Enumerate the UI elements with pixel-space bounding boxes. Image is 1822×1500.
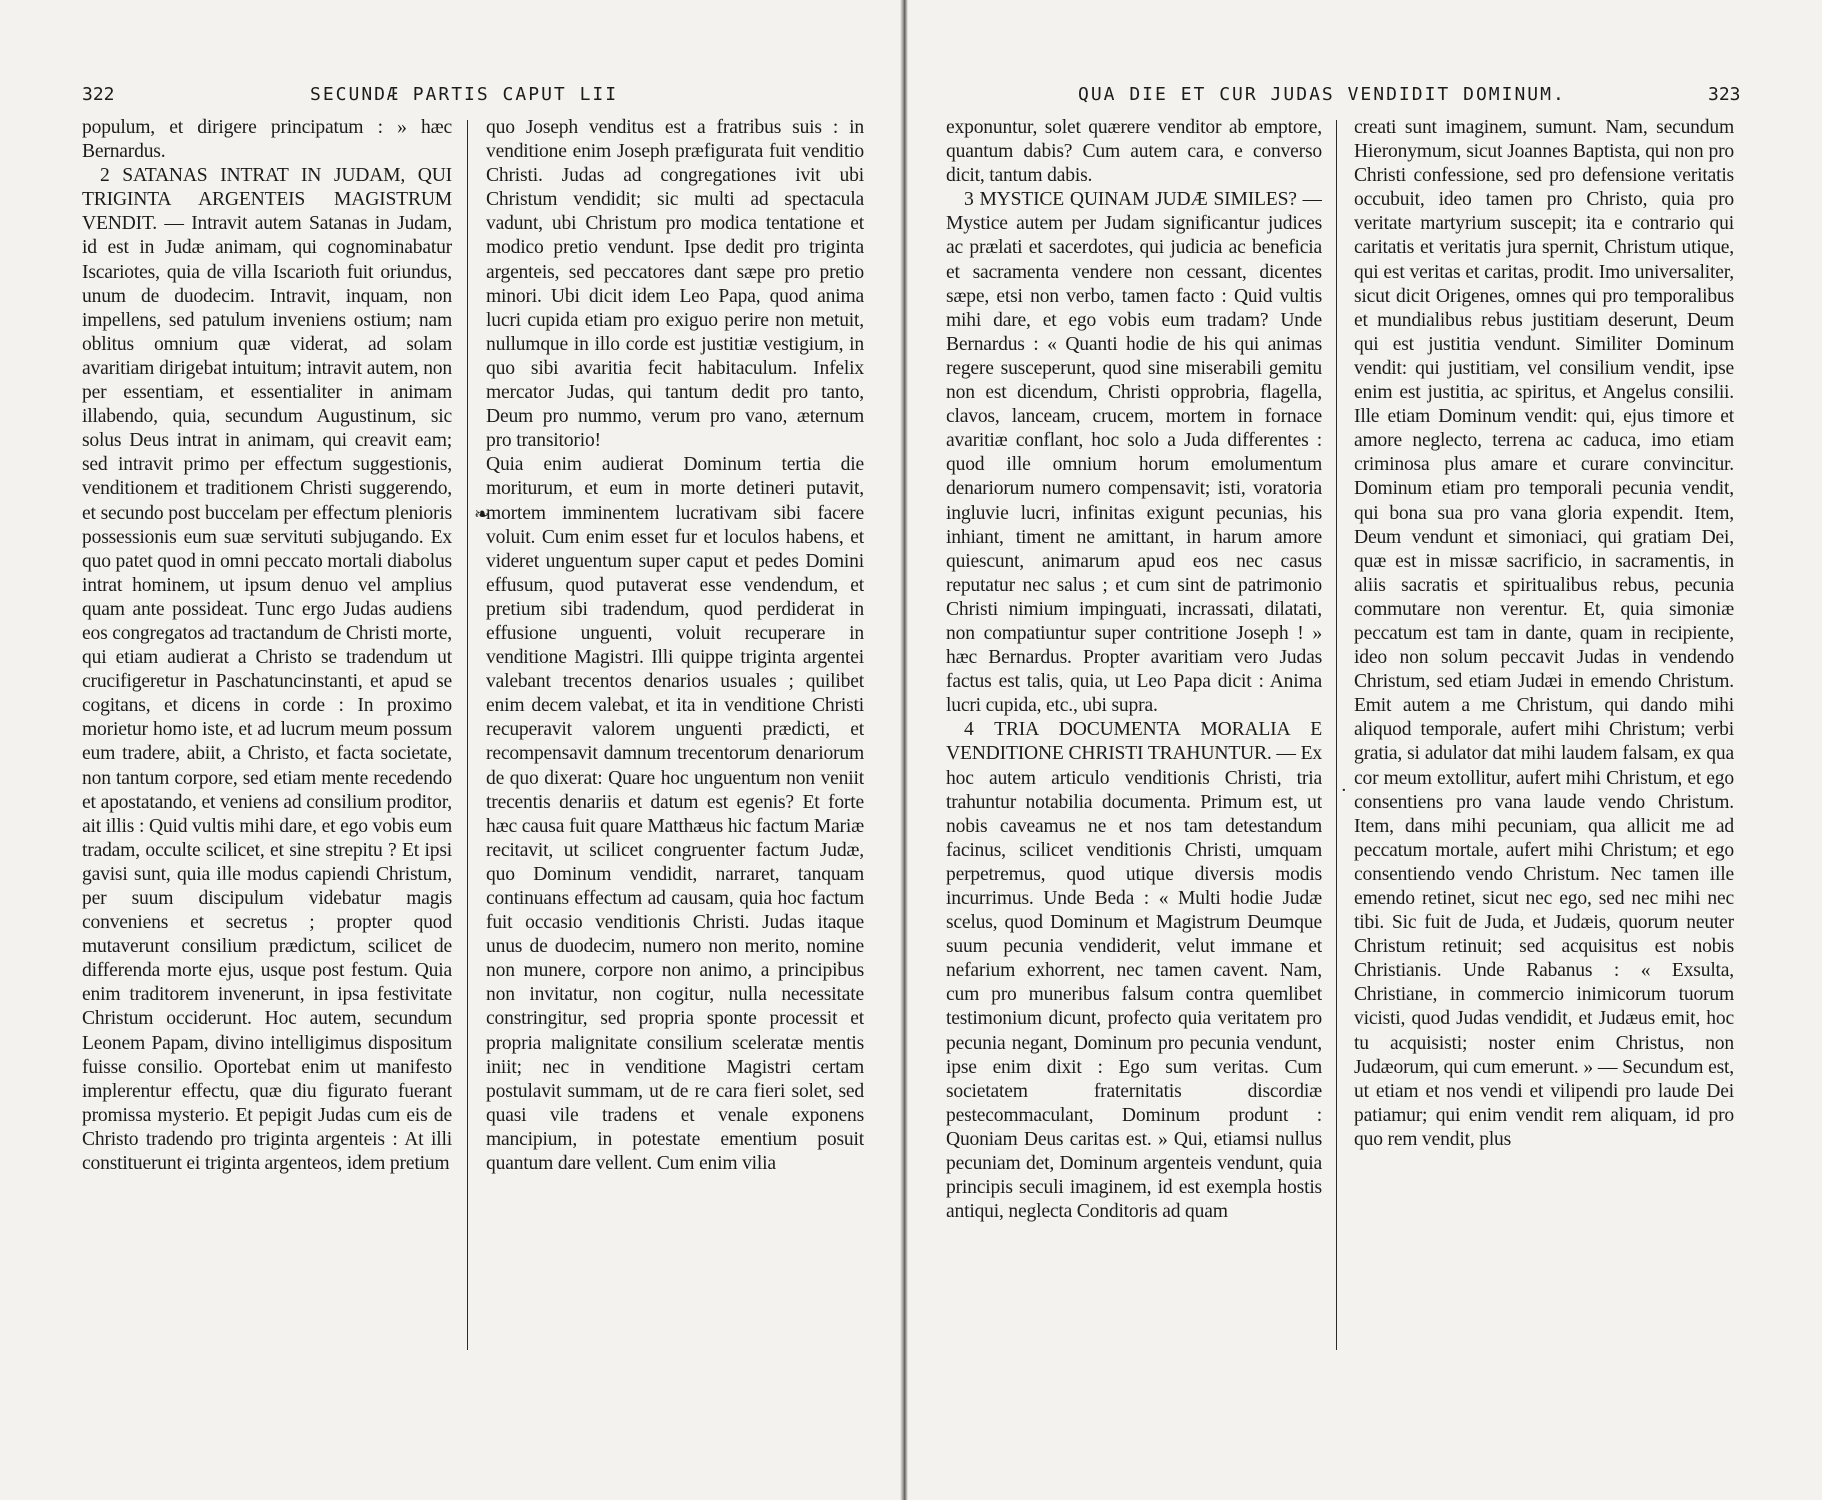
text-column-1: [82, 116, 452, 1376]
margin-dot-icon: ·: [1341, 780, 1347, 801]
paragraph: 3 MYSTICE QUINAM JUDÆ SIMILES? — Mystice autem per Judam significantur judices ac prælati et sacerdotes, qui judicia ac beneficia et sacramenta vendere non cessant, dicentes sæpe, etsi non verbo, tamen facto : Quid vultis mihi dare, et ego vobis eum tradam? Unde Bernardus : « Quanti hodie de his qui animas regere susceperunt, quod sine miserabili gemitu non est dicendum, Christi opprobria, flagella, clavos, lanceam, crucem, mortem in fornace avaritiæ conflant, hoc solo a Juda differentes : quod ille omnium horum emolumentum denariorum numero compensavit; isti, voratoria ingluvie lucri, infinitas exigunt pecunias, his inhiant, timent ne amittant, in harum amore quiescunt, animarum apud eos nec casus reputatur nec salus ; et cum sint de patrimonio Christi nimium impinguati, incrassati, dilatati, non compatiuntur super contritione Joseph ! » hæc Bernardus. Propter avaritiam vero Judas factus est talis, quia, ut Leo Papa dicit : Anima lucri cupida, etc., ubi supra.: [946, 189, 1322, 717]
margin-mark-icon: ❧: [474, 504, 490, 525]
text-column-3: [946, 116, 1322, 1376]
paragraph: exponuntur, solet quærere venditor ab emptore, quantum dabis? Cum autem cara, e converso dicit, tantum dabis.: [946, 117, 1322, 187]
paragraph: quo Joseph venditus est a fratribus suis : in venditione enim Joseph præfigurata fuit venditio Christi. Judas ad congregationes ivit ubi Christum vendidit; sic multi ad spectacula vadunt, ubi Christum pro modica tentatione et modico pretio vendunt. Ipse dedit pro triginta argenteis, sed peccatores dant sæpe pro pretio minori. Ubi dicit idem Leo Papa, quod anima lucri cupida etiam pro exiguo perire non metuit, nullumque in illo corde est justitiæ vestigium, in quo sibi avaritia fecit habitaculum. Infelix mercator Judas, qui tantum dedit pro tanto, Deum pro nummo, verum pro vano, æternum pro transitorio!: [486, 117, 864, 452]
running-head: QUA DIE ET CUR JUDAS VENDIDIT DOMINUM.: [1078, 84, 1566, 105]
column-rule: [1336, 120, 1337, 1350]
paragraph: Quia enim audierat Dominum tertia die moriturum, et eum in morte detineri putavit, mortem imminentem lucrativam sibi facere voluit. Cum enim esset fur et loculos habens, et videret unguentum super caput et pedes Domini effusum, quod putaverat esse vendendum, et pretium sibi tradendum, quod perdiderat in effusione unguenti, voluit recuperare in venditione Magistri. Illi quippe triginta argentei valebant trecentos denarios usuales ; quilibet enim decem valebat, et ita in venditione Christi recuperavit valorem unguenti prædicti, et recompensavit damnum trecentorum denariorum de quo dixerat: Quare hoc unguentum non veniit trecentis denariis et datum est egenis? Et forte hæc causa fuit quare Matthæus hic factum Mariæ recitavit, ut scilicet congruenter factum Judæ, quo Dominum vendidit, narraret, tanquam continuans effectum ad causam, quia hoc factum fuit occasio venditionis Christi. Judas itaque unus de duodecim, numero non merito, nomine non munere, corpore non animo, a principibus non invitatur, non cogitur, nulla necessitate constringitur, sed propria sponte processit et propria malignitate consilium sceleratæ mentis iniit; nec in venditione Magistri certam postulavit summam, ut de re cara fieri solet, sed quasi vile tradens et venale exponens mancipium, in potestate ementium posuit quantum dare vellent. Cum enim vilia: [486, 454, 864, 1175]
paragraph: 4 TRIA DOCUMENTA MORALIA E VENDITIONE CHRISTI TRAHUNTUR. — Ex hoc autem articulo venditionis Christi, tria trahuntur notabilia documenta. Primum est, ut nobis caveamus ne et nos tam detestandum facinus, scilicet venditionis Christi, umquam perpetremus, quod utique diversis modis incurrimus. Unde Beda : « Multi hodie Judæ scelus, quod Dominum et Magistrum Deumque suum pecunia vendiderit, velut immane et nefarium exhorrent, nec tamen cavent. Nam, cum pro muneribus falsum contra quemlibet testimonium dicunt, profecto quia veritatem pro pecunia negant, Dominum pro pecunia vendunt, ipse enim dixit : Ego sum veritas. Cum societatem fraternitatis discordiæ pestecommaculant, Dominum produnt : Quoniam Deus caritas est. » Qui, etiamsi nullus pecuniam det, Dominum argenteis vendunt, quia principis seculi imaginem, id est exempla hostis antiqui, neglecta Conditoris ad quam: [946, 719, 1322, 1223]
paragraph: populum, et dirigere principatum : » hæc Bernardus.: [82, 117, 452, 163]
paragraph: creati sunt imaginem, sumunt. Nam, secundum Hieronymum, sicut Joannes Baptista, qui non pro Christi confessione, sed pro defensione veritatis occubuit, ideo tamen pro Christo, quia pro veritate martyrium suscepit; ita e contrario qui caritatis et veritatis jura spernit, Christum utique, qui est veritas et caritas, prodit. Imo universaliter, sicut dicit Origenes, omnes qui pro temporalibus et mundialibus rebus justitiam deserunt, Deum qui est justitia vendunt. Similiter Dominum vendit: qui justitiam, vel consilium vendit, ipse enim est justitia, ac spiritus, et Angelus consilii. Ille etiam Dominum vendit: qui, ejus timore et amore neglecto, terrena ac caduca, imo etiam criminosa plus amare et curare convincitur. Dominum etiam pro temporali pecunia vendit, qui bona sua pro vana gloria expendit. Item, Deum vendunt et simoniaci, qui gratiam Dei, quæ est in missæ sacrificio, in sacramentis, in aliis sacratis et spiritualibus rebus, pecunia commutare non verentur. Et, quia simoniæ peccatum est tam in dante, quam in recipiente, ideo non solum peccavit Judas in vendendo Christum, sed etiam Judæi in emendo Christum. Emit autem a me Christum, qui dando mihi aliquod temporale, aufert mihi Christum; verbi gratia, si adulator dat mihi laudem falsam, ex qua cor meum extollitur, aufert mihi Christum, et ego consentiens pro vana laude vendo Christum. Item, dans mihi pecuniam, qua allicit me ad peccatum mortale, aufert mihi Christum; et ego consentiendo vendo Christum. Nec tamen ille emendo retinet, sicut nec ego, sed nec mihi nec tibi. Sic fuit de Juda, et Judæis, quorum neuter Christum retinuit; sed acquisitus est nobis Christianis. Unde Rabanus : « Exsulta, Christiane, in commercio inimicorum tuorum vicisti, quod Judas vendidit, et Judæus emit, hoc tu acquisisti; noster enim Christus, non Judæorum, qui cum emerunt. » — Secundum est, ut etiam et nos vendi et vilipendi pro laude Dei patiamur; qui enim vendit rem aliquam, id pro quo rem vendit, plus: [1354, 117, 1734, 1150]
book-gutter: [900, 0, 908, 1500]
page-number: 323: [1708, 84, 1741, 105]
text-column-4: [1354, 116, 1734, 1376]
right-page: [908, 0, 1822, 1500]
text-column-2: [486, 116, 864, 1376]
paragraph: 2 SATANAS INTRAT IN JUDAM, QUI TRIGINTA ARGENTEIS MAGISTRUM VENDIT. — Intravit autem Satanas in Judam, id est in Judæ animam, qui cognominabatur Iscariotes, quia de villa Iscarioth fuit oriundus, unum de duodecim. Intravit, inquam, non impellens, sed patulum inveniens ostium; nam oblitus omnium quæ viderat, ad solam avaritiam dirigebat intuitum; intravit autem, non per essentiam, et essentialiter in animam illabendo, quia, secundum Augustinum, sic solus Deus intrat in animam, qui creavit eam; sed intravit primo per effectum suggestionis, venditionem et traditionem Christi suggerendo, et secundo post buccelam per effectum plenioris possessionis eum suæ servituti subjugando. Ex quo patet quod in omni peccato mortali diabolus intrat hominem, ut ipsum denuo vel amplius quam ante possideat. Tunc ergo Judas audiens eos congregatos ad tractandum de Christi morte, qui etiam audierat a Christo se tradendum ut crucifigeretur in Paschatuncinstanti, et apud se cogitans, et dicens in corde : In proximo morietur homo iste, et ad lucrum meum possum eum tradere, abiit, a Christo, et facta societate, non tantum corpore, sed etiam mente recedendo et apostatando, et veniens ad consilium proditor, ait illis : Quid vultis mihi dare, et ego vobis eum tradam, occulte scilicet, et sine strepitu ? Et ipsi gavisi sunt, quia ille modus capiendi Christum, per suum discipulum videbatur magis conveniens et secretus ; propter quod mutaverunt consilium prædictum, scilicet de differenda morte ejus, usque post festum. Quia enim traditorem invenerunt, in ipsa festivitate Christum occiderunt. Hoc autem, secundum Leonem Papam, divino intelligimus dispositum fuisse consilio. Oportebat enim ut manifesto implerentur effectu, quæ diu figurato fuerant promissa mysterio. Et pepigit Judas cum eis de Christo tradendo pro triginta argenteis : At illi constituerunt ei triginta argenteos, idem pretium: [82, 165, 452, 1175]
left-page: [0, 0, 900, 1500]
column-rule: [467, 120, 468, 1350]
page-number: 322: [82, 84, 115, 105]
running-head: SECUNDÆ PARTIS CAPUT LII: [310, 84, 619, 105]
